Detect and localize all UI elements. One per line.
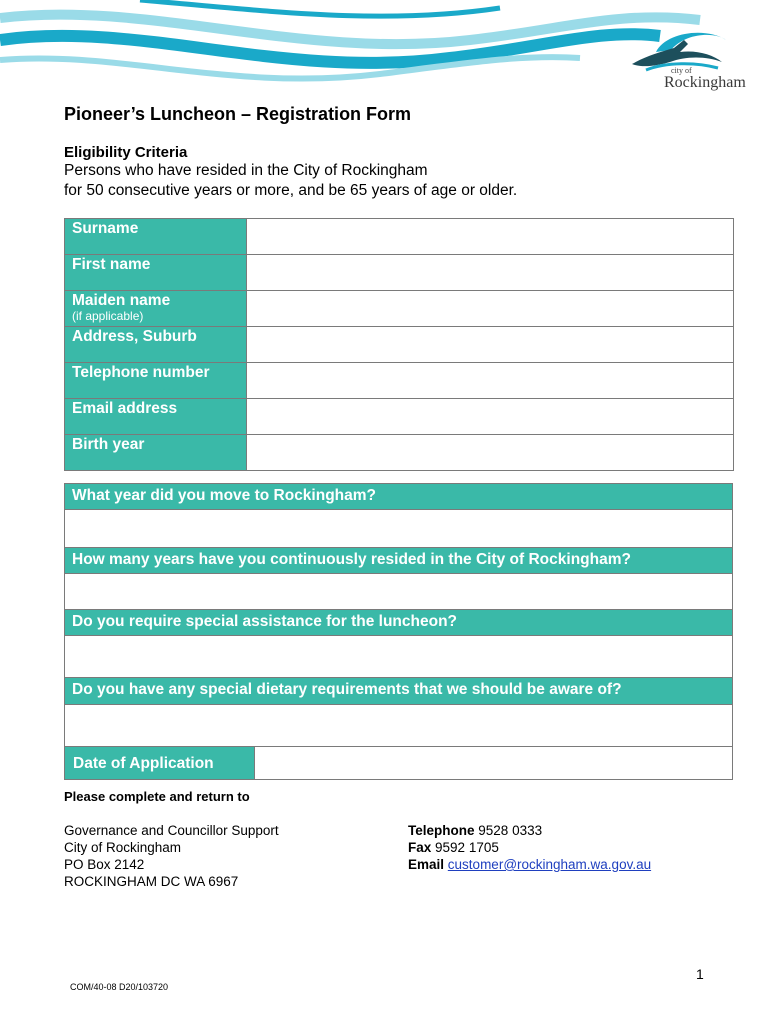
question-special-assistance-label: Do you require special assistance for the luncheon?: [64, 609, 733, 636]
telephone-input[interactable]: [247, 363, 734, 399]
field-row-address: [65, 327, 734, 363]
address-line: Governance and Councillor Support: [64, 823, 279, 838]
fax-value: 9592 1705: [435, 840, 499, 855]
field-label-text: Surname: [72, 220, 139, 237]
years-resided-input[interactable]: [64, 573, 733, 610]
telephone-line: [408, 822, 651, 839]
field-label-text: Maiden name: [72, 292, 171, 309]
personal-details-table: [64, 218, 734, 471]
field-label-subtext: (if applicable): [72, 309, 144, 323]
field-label-surname: [65, 219, 247, 255]
field-row-first-name: [65, 255, 734, 291]
field-label-address: [65, 327, 247, 363]
return-address: [64, 822, 279, 890]
surname-input[interactable]: [247, 219, 734, 255]
field-row-surname: [65, 219, 734, 255]
question-dietary-label: Do you have any special dietary requirements that we should be aware of?: [64, 677, 733, 705]
eligibility-line-1: Persons who have resided in the City of Rockingham: [64, 162, 428, 179]
dietary-input[interactable]: [64, 704, 733, 747]
address-line: City of Rockingham: [64, 840, 182, 855]
document-reference: COM/40-08 D20/103720: [70, 982, 169, 992]
field-label-text: First name: [72, 256, 151, 273]
telephone-value: 9528 0333: [478, 823, 543, 838]
field-label-text: Email address: [72, 400, 178, 417]
field-label-email: [65, 399, 247, 435]
page-number: 1: [696, 966, 704, 982]
address-input[interactable]: [247, 327, 734, 363]
birth-year-input[interactable]: [247, 435, 734, 471]
email-link[interactable]: customer@rockingham.wa.gov.au: [447, 857, 652, 872]
field-label-text: Address, Suburb: [72, 328, 197, 345]
field-row-telephone: [65, 363, 734, 399]
special-assistance-input[interactable]: [64, 635, 733, 678]
date-of-application-label: Date of Application: [64, 746, 255, 780]
contact-details: [408, 822, 651, 873]
email-label: Email: [408, 857, 445, 872]
question-years-resided-label: How many years have you continuously resided in the City of Rockingham?: [64, 547, 733, 574]
field-label-text: Birth year: [72, 436, 145, 453]
email-line: [408, 856, 651, 873]
field-label-birth-year: [65, 435, 247, 471]
address-line: PO Box 2142: [64, 857, 145, 872]
fax-line: [408, 839, 651, 856]
field-row-birth-year: [65, 435, 734, 471]
return-heading: Please complete and return to: [64, 789, 250, 804]
first-name-input[interactable]: [247, 255, 734, 291]
field-label-maiden-name: [65, 291, 247, 327]
maiden-name-input[interactable]: [247, 291, 734, 327]
field-row-email: [65, 399, 734, 435]
logo-city-of-text: city of: [671, 66, 692, 75]
fax-label: Fax: [408, 840, 432, 855]
telephone-label: Telephone: [408, 823, 475, 838]
field-label-first-name: [65, 255, 247, 291]
address-line: ROCKINGHAM DC WA 6967: [64, 874, 239, 889]
date-of-application-input[interactable]: [254, 746, 733, 780]
move-year-input[interactable]: [64, 509, 733, 548]
field-row-maiden-name: [65, 291, 734, 327]
question-move-year-label: What year did you move to Rockingham?: [64, 483, 733, 510]
field-label-text: Telephone number: [72, 364, 210, 381]
form-title: Pioneer’s Luncheon – Registration Form: [64, 104, 412, 124]
eligibility-heading: Eligibility Criteria: [64, 144, 188, 161]
email-input[interactable]: [247, 399, 734, 435]
field-label-telephone: [65, 363, 247, 399]
logo-name-text: Rockingham: [664, 74, 746, 91]
eligibility-line-2: for 50 consecutive years or more, and be 65 years of age or older.: [64, 182, 518, 199]
